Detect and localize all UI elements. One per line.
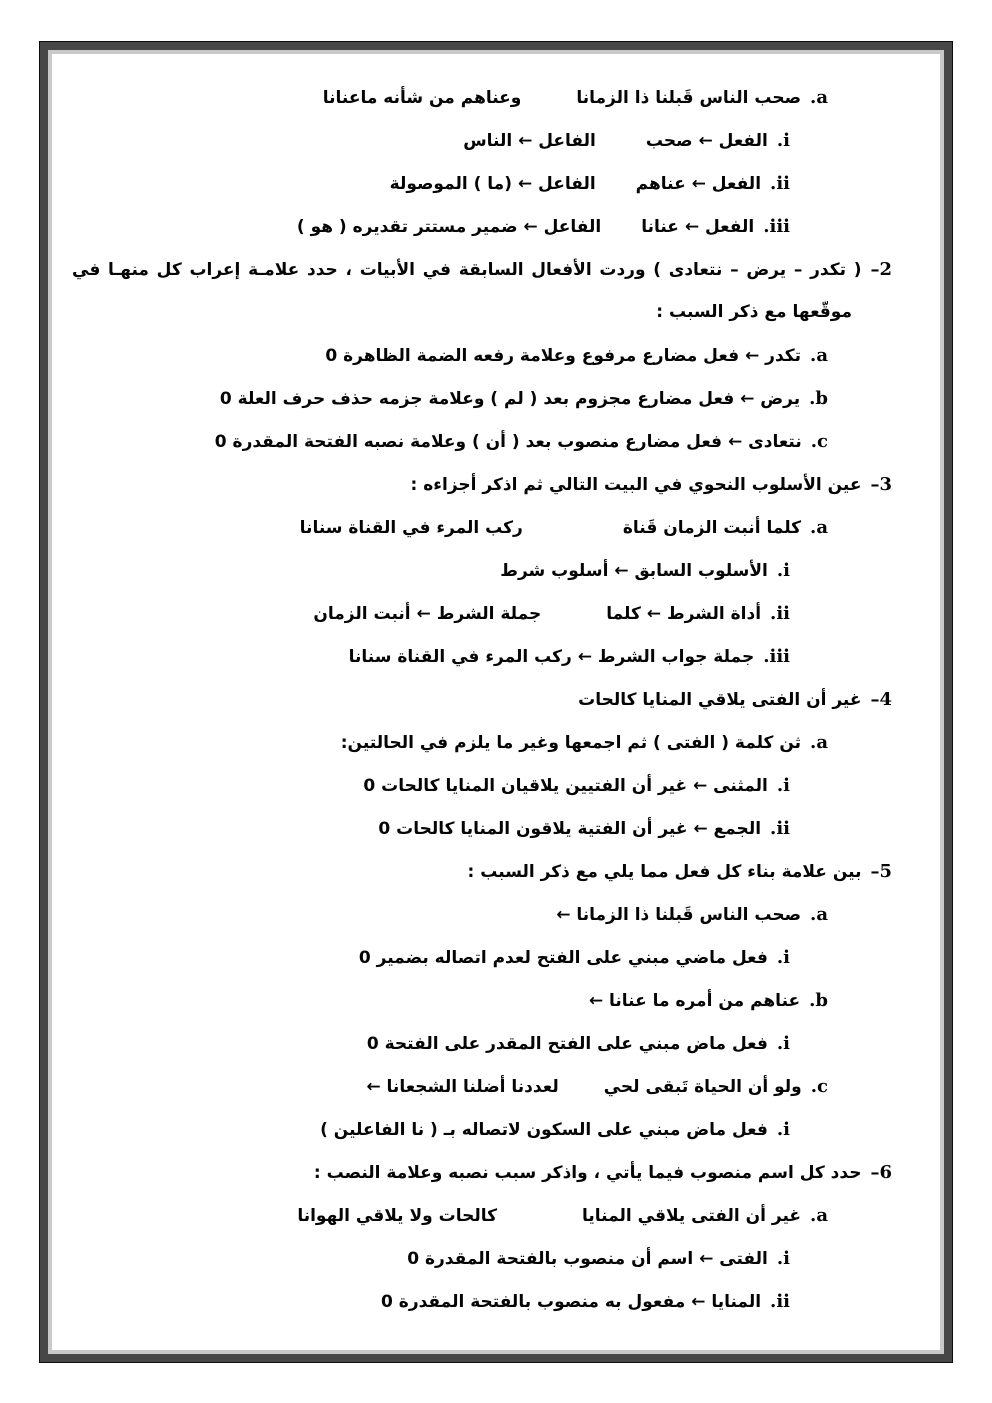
heading-text: موقّعها مع ذكر السبب : [656,302,852,322]
question-6-number: 6– [870,1162,892,1183]
q5-answer-a-i [52,936,790,979]
list-marker-iii: iii. [763,646,790,667]
answer-text: يرض ← فعل مضارع مجزوم بعد ( لم ) وعلامة جزمه حذف حرف العلة 0 [219,389,801,409]
list-marker-ii: ii. [770,603,790,624]
q3-answer-iii [52,635,790,678]
list-marker-c: c. [810,431,828,452]
q5-item-b [52,979,828,1022]
answer-text: فعل ماض مبني على السكون لاتصاله بـ ( نا الفاعلين ) [320,1120,768,1140]
question-6-heading [62,1151,892,1194]
hemistich-gap [497,1216,582,1217]
list-marker-a: a. [810,1205,828,1226]
q1-answer-ii [52,162,790,205]
column-gap [596,141,646,142]
q3-answer-ii [52,592,790,635]
question-5-number: 5– [870,861,892,882]
list-marker-ii: ii. [770,1291,790,1312]
q4-item-a [52,721,828,764]
list-marker-b: b. [809,990,828,1011]
list-marker-a: a. [810,345,828,366]
answer-text: الفاعل ← الناس [463,131,596,151]
list-marker-c: c. [810,1076,828,1097]
q5-item-a [52,893,828,936]
question-3-heading [62,463,892,506]
list-marker-i: i. [776,1033,790,1054]
q6-verse-a [52,1194,828,1237]
q6-answer-ii [52,1280,790,1323]
q2-answer-a [52,334,828,377]
question-2-heading-continuation [52,291,852,334]
q1-answer-i [52,119,790,162]
hemistich-gap [521,98,576,99]
answer-text: أداة الشرط ← كلما [606,604,762,624]
list-marker-a: a. [810,517,828,538]
question-5-heading [62,850,892,893]
q2-answer-c [52,420,828,463]
answer-text: فعل ماض مبني على الفتح المقدر على الفتحة 0 [366,1034,768,1054]
verse-hemistich-2: كالحات ولا يلاقي الهوانا [297,1206,497,1226]
list-marker-a: a. [810,87,828,108]
answer-text: نتعادى ← فعل مضارع منصوب بعد ( أن ) وعلامة نصبه الفتحة المقدرة 0 [214,432,802,452]
heading-text: غير أن الفتى يلاقي المنايا كالحات [578,690,862,710]
verse-hemistich-1: صحب الناس قَبلنا ذا الزمانا [576,88,802,108]
question-2-number: 2– [870,259,892,280]
q3-verse-a [52,506,828,549]
answer-text: الفعل ← صحب [645,131,768,151]
verse-hemistich-2: ركب المرء في القناة سنانا [299,518,523,538]
verse-hemistich-1: غير أن الفتى يلاقي المنايا [582,1206,802,1226]
q1-verse-a [52,76,828,119]
q1-answer-iii [52,205,790,248]
question-2-heading [72,248,892,291]
item-text: ثن كلمة ( الفتى ) ثم اجمعها وغير ما يلزم في الحالتين: [340,733,802,753]
q4-answer-i [52,764,790,807]
answer-text: الأسلوب السابق ← أسلوب شرط [500,561,768,581]
list-marker-i: i. [776,560,790,581]
heading-text: حدد كل اسم منصوب فيما يأتي ، واذكر سبب نصبه وعلامة النصب : [313,1163,862,1183]
question-3-number: 3– [870,474,892,495]
answer-text: الفاعل ← ضمير مستتر تقديره ( هو ) [296,217,602,237]
list-marker-i: i. [776,775,790,796]
answer-text: جملة الشرط ← أنبت الزمان [313,604,542,624]
heading-text: عين الأسلوب النحوي في البيت التالي ثم اذكر أجزاءه : [410,475,862,495]
hemistich-gap [523,528,623,529]
page-content [48,50,944,1354]
q6-answer-i [52,1237,790,1280]
list-marker-a: a. [810,732,828,753]
question-4-heading [62,678,892,721]
list-marker-ii: ii. [770,818,790,839]
answer-text: تكدر ← فعل مضارع مرفوع وعلامة رفعه الضمة الظاهرة 0 [325,346,802,366]
answer-text: المنايا ← مفعول به منصوب بالفتحة المقدرة 0 [381,1292,762,1312]
column-gap [596,184,636,185]
answer-text: الفاعل ← (ما ) الموصولة [389,174,596,194]
verse-hemistich-1: ولو أن الحياة تَبقى لحي [603,1077,802,1097]
q4-answer-ii [52,807,790,850]
answer-text: الفعل ← عنانا [641,217,755,237]
q3-answer-i [52,549,790,592]
answer-text: الجمع ← غير أن الفتية يلاقون المنايا كالحات 0 [378,819,762,839]
hemistich-gap [559,1087,604,1088]
answer-text: الفعل ← عناهم [635,174,762,194]
item-text: عناهم من أمره ما عنانا ← [588,991,801,1011]
list-marker-iii: iii. [763,216,790,237]
verse-hemistich-1: كلما أنبت الزمان قَناة [622,518,802,538]
question-4-number: 4– [870,689,892,710]
list-marker-i: i. [776,130,790,151]
answer-text: المثنى ← غير أن الفتيين يلاقيان المنايا كالحات 0 [363,776,768,796]
q5-answer-c-i [52,1108,790,1151]
verse-hemistich-2: لعددنا أضلنا الشجعانا ← [366,1077,559,1097]
answer-text: جملة جواب الشرط ← ركب المرء في القناة سنانا [348,647,755,667]
column-gap [541,614,606,615]
answer-text: فعل ماضي مبني على الفتح لعدم اتصاله بضمير 0 [358,948,768,968]
list-marker-i: i. [776,1248,790,1269]
heading-text: بين علامة بناء كل فعل مما يلي مع ذكر السبب : [467,862,862,882]
list-marker-ii: ii. [770,173,790,194]
list-marker-a: a. [810,904,828,925]
column-gap [601,227,641,228]
verse-hemistich-2: وعناهم من شأنه ماعنانا [322,88,522,108]
list-marker-i: i. [776,1119,790,1140]
answer-text: الفتى ← اسم أن منصوب بالفتحة المقدرة 0 [407,1249,768,1269]
q5-item-c [52,1065,828,1108]
page-border-frame [40,42,952,1362]
q2-answer-b [52,377,828,420]
item-text: صحب الناس قَبلنا ذا الزمانا ← [556,905,802,925]
heading-text: ( تكدر – يرض – نتعادى ) وردت الأفعال السابقة في الأبيات ، حدد علامـة إعراب كل منهـا في [72,260,862,280]
list-marker-i: i. [776,947,790,968]
q5-answer-b-i [52,1022,790,1065]
list-marker-b: b. [809,388,828,409]
